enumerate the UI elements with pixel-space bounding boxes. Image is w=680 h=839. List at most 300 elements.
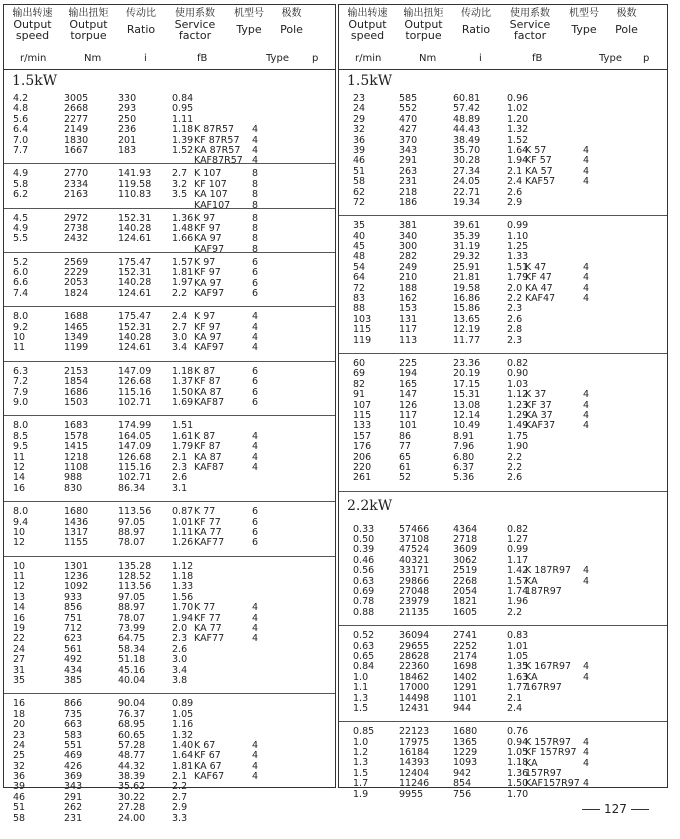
type-header: 机型号 Type Type (569, 8, 622, 64)
model-type: K 187R97 (525, 565, 572, 577)
power-label: 1.5kW (347, 73, 393, 89)
speed-cell: 157 (353, 430, 372, 442)
speed-cell: 1.3 (353, 757, 369, 769)
model-type-entry (194, 463, 258, 473)
model-type: KF 97 (194, 267, 221, 279)
speed-cell: 7.2 (13, 376, 29, 388)
speed-cell: 4.8 (13, 103, 29, 115)
ratio-cell: 1291 (453, 682, 478, 694)
service-factor-cell: 1.16 (172, 719, 194, 731)
torque-cell: 735 (64, 708, 83, 720)
table-row (4, 125, 335, 135)
speed-cell: 7.7 (13, 144, 29, 156)
torque-cell: 933 (64, 591, 83, 603)
pole-count: 8 (251, 212, 258, 224)
ratio-cell: 110.83 (118, 189, 152, 201)
torque-cell: 585 (399, 93, 418, 104)
service-factor-cell: 1.37 (172, 376, 194, 388)
service-factor-cell: 2.2 (507, 606, 523, 618)
service-factor-cell: 2.3 (172, 461, 188, 473)
torque-cell: 113 (399, 334, 418, 346)
table-row (4, 741, 335, 751)
ratio-header: 传动比 Ratio i (126, 8, 156, 64)
speed-cell: 0.52 (353, 630, 375, 642)
torque-cell: 2738 (64, 222, 89, 234)
torque-cell: 2770 (64, 168, 89, 180)
spec-group (4, 89, 335, 167)
torque-cell: 1686 (64, 386, 89, 398)
ratio-cell: 126.68 (118, 451, 152, 463)
speed-cell: 133 (353, 420, 372, 432)
service-factor-cell: 0.96 (507, 93, 529, 104)
model-types (194, 432, 258, 474)
speed-cell: 91 (353, 389, 366, 401)
ratio-cell: 2174 (453, 650, 478, 662)
ratio-cell: 102.71 (118, 396, 152, 408)
speed-cell: 14 (13, 602, 26, 614)
ratio-cell: 76.37 (118, 708, 146, 720)
service-factor-cell: 2.1 (172, 771, 188, 783)
ratio-cell: 756 (453, 788, 472, 800)
table-row (339, 94, 667, 104)
torque-cell: 249 (399, 261, 418, 273)
ratio-cell: 944 (453, 702, 472, 714)
table-row (4, 772, 335, 782)
ratio-cell: 854 (453, 778, 472, 790)
model-type: K 47 (525, 261, 547, 273)
service-factor-cell: 2.9 (172, 802, 188, 814)
table-row (4, 442, 335, 452)
table-row (339, 577, 667, 587)
table-row (4, 507, 335, 517)
spec-group (4, 557, 335, 695)
speed-cell: 1.0 (353, 671, 369, 683)
torque-cell: 1155 (64, 537, 89, 549)
speed-cell: 12 (13, 537, 26, 549)
service-factor-cell: 1.63 (507, 671, 529, 683)
pole-count: 4 (582, 671, 589, 683)
pole-count: 6 (251, 397, 258, 409)
pole-count: 4 (251, 461, 258, 473)
service-factor-cell: 1.05 (507, 650, 529, 662)
model-type-entry (194, 289, 258, 299)
torque-cell: 561 (64, 643, 83, 655)
spec-group (4, 307, 335, 362)
torque-cell: 751 (64, 612, 83, 624)
table-row (4, 224, 335, 234)
service-factor-cell: 2.2 (507, 451, 523, 463)
torque-cell: 162 (399, 293, 418, 305)
speed-cell: 103 (353, 313, 372, 325)
model-type-entry (194, 507, 258, 517)
ratio-cell: 1821 (453, 596, 478, 608)
right-table (338, 4, 668, 800)
model-type: K 97 (194, 256, 216, 268)
speed-cell: 0.63 (353, 575, 375, 587)
model-type: KAF97 (194, 243, 225, 255)
ratio-cell: 88.97 (118, 526, 146, 538)
torque-cell: 14393 (399, 757, 430, 769)
model-types (194, 214, 258, 256)
ratio-cell: 30.28 (453, 155, 481, 167)
ratio-cell: 1680 (453, 726, 478, 738)
table-row (4, 699, 335, 709)
table-row (4, 190, 335, 200)
service-factor-cell: 1.94 (172, 612, 194, 624)
ratio-cell: 2054 (453, 586, 478, 598)
service-factor-cell: 1.29 (507, 409, 529, 421)
service-factor-cell: 1.36 (507, 767, 529, 779)
table-row (339, 597, 667, 607)
model-type-entry (194, 190, 258, 200)
table-row (339, 284, 667, 294)
torque-cell: 147 (399, 389, 418, 401)
spec-group (339, 216, 667, 354)
service-factor-cell: 0.90 (507, 368, 529, 380)
pole-count: 4 (582, 778, 589, 790)
service-factor-cell: 1.26 (172, 537, 194, 549)
speed-cell: 4.9 (13, 168, 29, 180)
table-row (4, 731, 335, 741)
right-groups (339, 89, 667, 807)
torque-cell: 117 (399, 409, 418, 421)
table-row (4, 343, 335, 353)
ratio-cell: 27.34 (453, 165, 481, 177)
table-row (4, 136, 335, 146)
speed-cell: 115 (353, 409, 372, 421)
service-factor-cell: 1.35 (507, 661, 529, 673)
speed-cell: 0.33 (353, 523, 375, 535)
ratio-cell: 35.39 (453, 230, 481, 242)
ratio-cell: 330 (118, 93, 137, 104)
service-factor-header: 使用系数 Service factor fB (174, 8, 216, 64)
service-factor-cell: 1.79 (507, 272, 529, 284)
model-type-entry (525, 421, 589, 431)
torque-cell: 492 (64, 654, 83, 666)
model-type: KF 37 (525, 399, 552, 411)
torque-cell: 225 (399, 357, 418, 369)
speed-cell: 0.65 (353, 650, 375, 662)
speed-cell: 72 (353, 196, 366, 208)
ratio-cell: 236 (118, 124, 137, 136)
ratio-cell: 11.77 (453, 334, 481, 346)
pole-count: 4 (251, 750, 258, 762)
table-row (4, 432, 335, 442)
speed-cell: 22 (13, 633, 26, 645)
model-types (194, 125, 258, 167)
ratio-cell: 19.58 (453, 282, 481, 294)
table-row (339, 232, 667, 242)
torque-cell: 52 (399, 472, 412, 484)
speed-cell: 1.5 (353, 702, 369, 714)
table-row (4, 169, 335, 179)
torque-cell: 153 (399, 303, 418, 315)
pole-count: 4 (582, 176, 589, 188)
ratio-cell: 113.56 (118, 581, 152, 593)
pole-count: 4 (251, 602, 258, 614)
model-type: KAF77 (194, 633, 225, 645)
table-row (339, 758, 667, 768)
torque-cell: 61 (399, 461, 412, 473)
speed-cell: 12 (13, 461, 26, 473)
service-factor-cell: 1.05 (507, 747, 529, 759)
table-row (4, 710, 335, 720)
table-row (339, 411, 667, 421)
model-type: KA 97 (194, 233, 222, 245)
ratio-cell: 174.99 (118, 420, 152, 432)
speed-cell: 1.1 (353, 682, 369, 694)
torque-cell: 28628 (399, 650, 430, 662)
speed-cell: 51 (13, 802, 26, 814)
speed-cell: 7.0 (13, 134, 29, 146)
table-row (4, 388, 335, 398)
spec-group (339, 520, 667, 627)
speed-cell: 62 (353, 186, 366, 198)
service-factor-cell: 1.48 (172, 222, 194, 234)
table-row (339, 727, 667, 737)
torque-cell: 22123 (399, 726, 430, 738)
speed-cell: 11 (13, 571, 26, 583)
torque-cell: 17975 (399, 736, 430, 748)
ratio-cell: 1101 (453, 692, 478, 704)
model-type: KA 87 (194, 386, 222, 398)
service-factor-cell: 1.79 (172, 441, 194, 453)
table-row (339, 104, 667, 114)
left-table (3, 4, 336, 824)
pole-count: 4 (582, 145, 589, 156)
speed-cell: 31 (13, 664, 26, 676)
model-type: K 167R97 (525, 661, 572, 673)
ratio-cell: 15.31 (453, 389, 481, 401)
torque-cell: 1824 (64, 287, 89, 299)
model-type: KA 57 (525, 165, 553, 177)
model-type-entry (194, 538, 258, 548)
model-type-entry (194, 268, 258, 278)
ratio-cell: 1698 (453, 661, 478, 673)
speed-cell: 8.0 (13, 506, 29, 518)
torque-cell: 2432 (64, 233, 89, 245)
table-header (4, 5, 335, 70)
speed-cell: 7.4 (13, 287, 29, 299)
service-factor-cell: 2.6 (507, 186, 523, 198)
model-type: KF 87R57 (194, 134, 240, 146)
speed-cell: 6.6 (13, 277, 29, 289)
model-type-entry (525, 673, 589, 694)
torque-cell: 434 (64, 664, 83, 676)
service-factor-cell: 1.18 (172, 571, 194, 583)
speed-cell: 14 (13, 472, 26, 484)
speed-cell: 82 (353, 378, 366, 390)
pole-count: 4 (582, 282, 589, 294)
torque-cell: 427 (399, 124, 418, 136)
service-factor-cell: 3.8 (172, 674, 188, 686)
ratio-cell: 3062 (453, 554, 478, 566)
table-row (339, 587, 667, 597)
torque-cell: 1236 (64, 571, 89, 583)
table-row (339, 442, 667, 452)
service-factor-cell: 2.2 (507, 293, 523, 305)
service-factor-cell: 2.2 (507, 461, 523, 473)
pole-count: 4 (582, 399, 589, 411)
table-row (339, 673, 667, 683)
table-row (4, 655, 335, 665)
table-row (339, 556, 667, 566)
pole-count: 4 (582, 165, 589, 177)
model-type: KA 87 (194, 451, 222, 463)
torque-cell: 343 (399, 144, 418, 156)
speed-cell: 0.85 (353, 726, 375, 738)
page-number: 127 (582, 802, 649, 816)
table-row (339, 769, 667, 779)
speed-cell: 13 (13, 591, 26, 603)
service-factor-cell: 2.2 (172, 287, 188, 299)
service-factor-cell: 1.52 (507, 134, 529, 146)
pole-count: 8 (251, 199, 258, 211)
service-factor-cell: 3.0 (172, 332, 188, 344)
torque-cell: 1218 (64, 451, 89, 463)
torque-cell: 262 (64, 802, 83, 814)
service-factor-cell: 1.10 (507, 230, 529, 242)
ratio-cell: 38.49 (453, 134, 481, 146)
speed-cell: 6.4 (13, 124, 29, 136)
model-type-entry (194, 772, 258, 782)
table-row (339, 463, 667, 473)
speed-cell: 6.0 (13, 267, 29, 279)
service-factor-cell: 2.3 (172, 633, 188, 645)
speed-cell: 60 (353, 357, 366, 369)
ratio-cell: 86.34 (118, 482, 146, 494)
service-factor-cell: 1.50 (507, 778, 529, 790)
ratio-cell: 60.65 (118, 729, 146, 741)
ratio-cell: 147.09 (118, 365, 152, 377)
service-factor-cell: 0.89 (172, 698, 194, 710)
torque-cell: 343 (64, 781, 83, 793)
torque-cell: 210 (399, 272, 418, 284)
model-types (194, 367, 258, 409)
speed-cell: 40 (353, 230, 366, 242)
table-row (339, 252, 667, 262)
service-factor-cell: 1.01 (172, 516, 194, 528)
ratio-cell: 7.96 (453, 441, 475, 453)
ratio-cell: 102.71 (118, 472, 152, 484)
torque-cell: 117 (399, 324, 418, 336)
torque-cell: 712 (64, 623, 83, 635)
table-row (4, 518, 335, 528)
pole-count: 4 (251, 623, 258, 635)
spec-group (4, 694, 335, 831)
pole-count: 4 (251, 739, 258, 751)
torque-cell: 165 (399, 378, 418, 390)
pole-count: 4 (251, 771, 258, 783)
table-row (4, 782, 335, 792)
spec-group (4, 502, 335, 557)
type-header: 机型号 Type Type (234, 8, 289, 64)
speed-cell: 5.6 (13, 113, 29, 125)
service-factor-cell: 2.7 (172, 321, 188, 333)
speed-cell: 0.46 (353, 554, 375, 566)
service-factor-cell: 2.7 (172, 168, 188, 180)
ratio-cell: 57.28 (118, 739, 146, 751)
model-type: KA 97 (194, 277, 222, 289)
torque-cell: 1854 (64, 376, 89, 388)
model-type: KA 77 (194, 623, 222, 635)
model-types (525, 146, 589, 188)
service-factor-cell: 1.20 (507, 113, 529, 125)
torque-cell: 65 (399, 451, 412, 463)
pole-count: 4 (582, 409, 589, 421)
service-factor-cell: 1.42 (507, 565, 529, 577)
model-types (525, 566, 589, 597)
table-row (4, 146, 335, 156)
torque-cell: 470 (399, 113, 418, 125)
speed-cell: 72 (353, 282, 366, 294)
service-factor-cell: 1.49 (507, 420, 529, 432)
torque-cell: 36094 (399, 630, 430, 642)
torque-cell: 1680 (64, 506, 89, 518)
service-factor-cell: 2.0 (507, 282, 523, 294)
ratio-cell: 3609 (453, 544, 478, 556)
speed-cell: 39 (353, 144, 366, 156)
model-type: KA 157R97 (525, 757, 562, 779)
speed-cell: 9.2 (13, 321, 29, 333)
ratio-cell: 10.49 (453, 420, 481, 432)
ratio-cell: 13.65 (453, 313, 481, 325)
ratio-cell: 183 (118, 144, 137, 156)
ratio-cell: 48.89 (453, 113, 481, 125)
power-label: 1.5kW (12, 73, 58, 89)
speed-cell: 48 (353, 251, 366, 263)
spec-group (4, 164, 335, 211)
speed-cell: 29 (353, 113, 366, 125)
table-row (4, 645, 335, 655)
ratio-cell: 78.07 (118, 537, 146, 549)
table-row (339, 167, 667, 177)
service-factor-cell: 0.99 (507, 544, 529, 556)
ratio-cell: 20.19 (453, 368, 481, 380)
torque-cell: 33171 (399, 565, 430, 577)
pole-count: 4 (251, 311, 258, 323)
service-factor-cell: 1.18 (172, 124, 194, 136)
ratio-cell: 6.80 (453, 451, 475, 463)
torque-cell: 385 (64, 674, 83, 686)
model-type: K 87R57 (194, 124, 235, 136)
model-type: KF 47 (525, 272, 552, 284)
model-types (525, 390, 589, 432)
speed-header: 输出转速 Output speed r/min (12, 8, 53, 64)
pole-count: 4 (582, 565, 589, 577)
torque-cell: 1688 (64, 311, 89, 323)
model-type: KA 97 (194, 332, 222, 344)
service-factor-cell: 1.02 (507, 103, 529, 115)
speed-cell: 23 (13, 729, 26, 741)
ratio-cell: 16.86 (453, 293, 481, 305)
ratio-cell: 12.19 (453, 324, 481, 336)
pole-count: 4 (582, 747, 589, 759)
model-types (194, 507, 258, 549)
model-types (525, 263, 589, 305)
service-factor-cell: 1.11 (172, 113, 194, 125)
table-header (339, 5, 667, 70)
ratio-cell: 2519 (453, 565, 478, 577)
model-type: KF 77 (194, 516, 221, 528)
speed-cell: 64 (353, 272, 366, 284)
speed-cell: 0.39 (353, 544, 375, 556)
speed-cell: 7.9 (13, 386, 29, 398)
table-row (4, 593, 335, 603)
ratio-cell: 8.91 (453, 430, 475, 442)
table-row (339, 421, 667, 431)
table-row (339, 242, 667, 252)
